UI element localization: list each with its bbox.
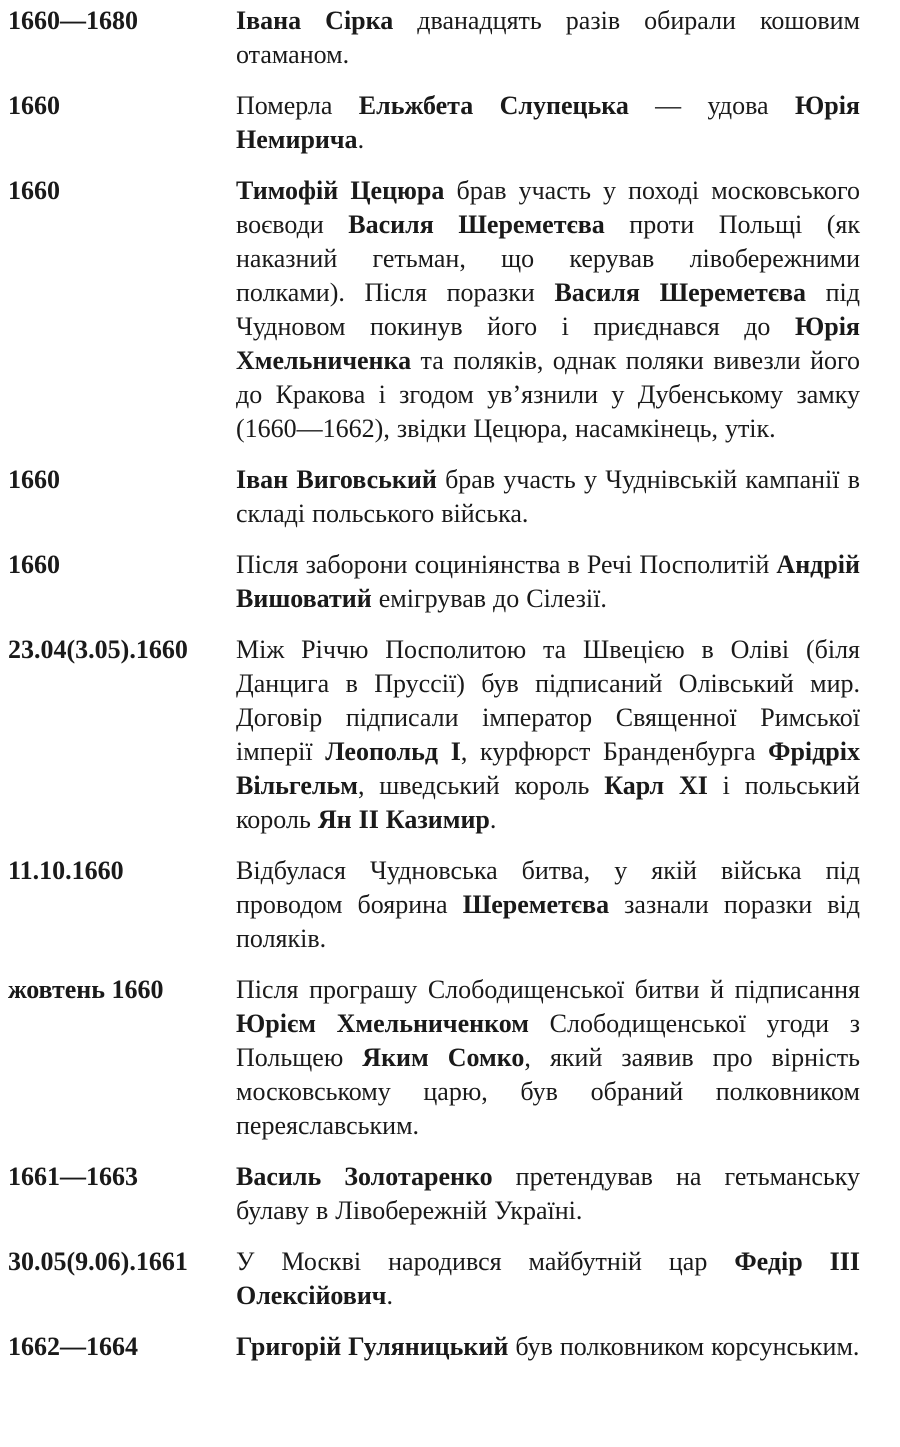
highlighted-name: Яким Сомко bbox=[362, 1043, 525, 1072]
text-segment: Відбулася Чудновська битва, у якій війська під проводом боярина bbox=[236, 856, 860, 919]
entry-text bbox=[236, 174, 860, 446]
text-segment: Між Річчю Посполитою та Швецією в Оліві (біля Данцига в Пруссії) був підписаний Олівський мир. Договір підписали імператор Священної Римської імперії bbox=[236, 635, 860, 766]
chronology-entry bbox=[8, 4, 860, 72]
text-segment: Після заборони социніянства в Речі Посполитій bbox=[236, 550, 777, 579]
highlighted-name: Юрієм Хмельниченком bbox=[236, 1009, 529, 1038]
chronology-entry bbox=[8, 1245, 860, 1313]
text-segment: брав участь у поході московського воєводи bbox=[236, 176, 860, 239]
highlighted-name: Тимофій Цецюра bbox=[236, 176, 445, 205]
highlighted-name: Григорій Гуляницький bbox=[236, 1332, 509, 1361]
chronology-list bbox=[8, 0, 860, 1364]
entry-text bbox=[236, 1245, 860, 1313]
entry-date: 1661—1663 bbox=[8, 1162, 138, 1191]
highlighted-name: Федір III Олексійович bbox=[236, 1247, 860, 1310]
text-segment: проти Польщі (як наказний гетьман, що керував лівобережними полками). Після поразки bbox=[236, 210, 860, 307]
entry-date: 1662—1664 bbox=[8, 1332, 138, 1361]
highlighted-name: Фрідріх Вільгельм bbox=[236, 737, 860, 800]
highlighted-name: Василя Шереметєва bbox=[554, 278, 806, 307]
text-segment: під Чудновом покинув його і приєднався до bbox=[236, 278, 860, 341]
highlighted-name: Карл XI bbox=[604, 771, 708, 800]
entry-date: 1660 bbox=[8, 91, 60, 120]
highlighted-name: Іван Виговський bbox=[236, 465, 437, 494]
entry-text bbox=[236, 463, 860, 531]
text-segment: був полковником корсунським. bbox=[508, 1332, 860, 1361]
highlighted-name: Юрія Немирича bbox=[236, 91, 860, 154]
entry-text bbox=[236, 89, 860, 157]
entry-date: жовтень 1660 bbox=[8, 975, 164, 1004]
chronology-entry bbox=[8, 973, 860, 1143]
text-segment: та поляків, однак поляки вивезли його до Кракова і згодом ув’язнили у Дубенському замку (1660—1662), звідки Цецюра, насамкінець, утік. bbox=[236, 346, 860, 443]
chronology-entry bbox=[8, 1160, 860, 1228]
entry-date: 11.10.1660 bbox=[8, 856, 124, 885]
text-segment: Слободищенської угоди з Польщею bbox=[236, 1009, 861, 1072]
text-segment: емігрував до Сілезії. bbox=[371, 584, 607, 613]
highlighted-name: Шереметєва bbox=[462, 890, 610, 919]
text-segment: У Москві народився майбутній цар bbox=[236, 1247, 735, 1276]
text-segment: . bbox=[489, 805, 497, 834]
entry-text bbox=[236, 548, 860, 616]
entry-date: 30.05(9.06).1661 bbox=[8, 1247, 188, 1276]
entry-text bbox=[236, 1330, 860, 1364]
chronology-entry bbox=[8, 1330, 860, 1364]
entry-date: 1660 bbox=[8, 550, 60, 579]
chronology-entry bbox=[8, 854, 860, 956]
text-segment: Після програшу Слободищенської битви й підписання bbox=[236, 975, 860, 1004]
entry-text bbox=[236, 1160, 860, 1228]
highlighted-name: Леопольд I bbox=[325, 737, 461, 766]
text-segment: Померла bbox=[236, 91, 359, 120]
highlighted-name: Ельжбета Слупецька bbox=[358, 91, 629, 120]
highlighted-name: Івана Сірка bbox=[236, 6, 394, 35]
entry-date: 23.04(3.05).1660 bbox=[8, 635, 188, 664]
chronology-entry bbox=[8, 174, 860, 446]
highlighted-name: Юрія Хмельниченка bbox=[236, 312, 860, 375]
text-segment: — удова bbox=[628, 91, 795, 120]
text-segment: зазнали поразки від поляків. bbox=[236, 890, 860, 953]
entry-date: 1660 bbox=[8, 176, 60, 205]
text-segment: . bbox=[357, 125, 365, 154]
text-segment: і польський король bbox=[236, 771, 860, 834]
text-segment: претендував на гетьманську булаву в Лівобережній Україні. bbox=[236, 1162, 860, 1225]
entry-text bbox=[236, 4, 860, 72]
text-segment: брав участь у Чуднівській кампанії в складі польського війська. bbox=[236, 465, 861, 528]
chronology-entry bbox=[8, 89, 860, 157]
text-segment: дванадцять разів обирали кошовим отаманом. bbox=[236, 6, 860, 69]
entry-date: 1660—1680 bbox=[8, 6, 138, 35]
highlighted-name: Василь Золотаренко bbox=[236, 1162, 493, 1191]
highlighted-name: Ян II Казимир bbox=[317, 805, 490, 834]
chronology-entry bbox=[8, 633, 860, 837]
highlighted-name: Андрій Вишоватий bbox=[236, 550, 860, 613]
entry-date: 1660 bbox=[8, 465, 60, 494]
text-segment: . bbox=[386, 1281, 393, 1310]
chronology-entry bbox=[8, 463, 860, 531]
entry-text bbox=[236, 633, 860, 837]
text-segment: , який заявив про вірність московському царю, був обраний полковником переяславським. bbox=[236, 1043, 861, 1140]
highlighted-name: Василя Шереметєва bbox=[348, 210, 605, 239]
text-segment: , курфюрст Бранденбурга bbox=[460, 737, 769, 766]
entry-text bbox=[236, 973, 860, 1143]
entry-text bbox=[236, 854, 860, 956]
text-segment: , шведський король bbox=[357, 771, 605, 800]
chronology-entry bbox=[8, 548, 860, 616]
